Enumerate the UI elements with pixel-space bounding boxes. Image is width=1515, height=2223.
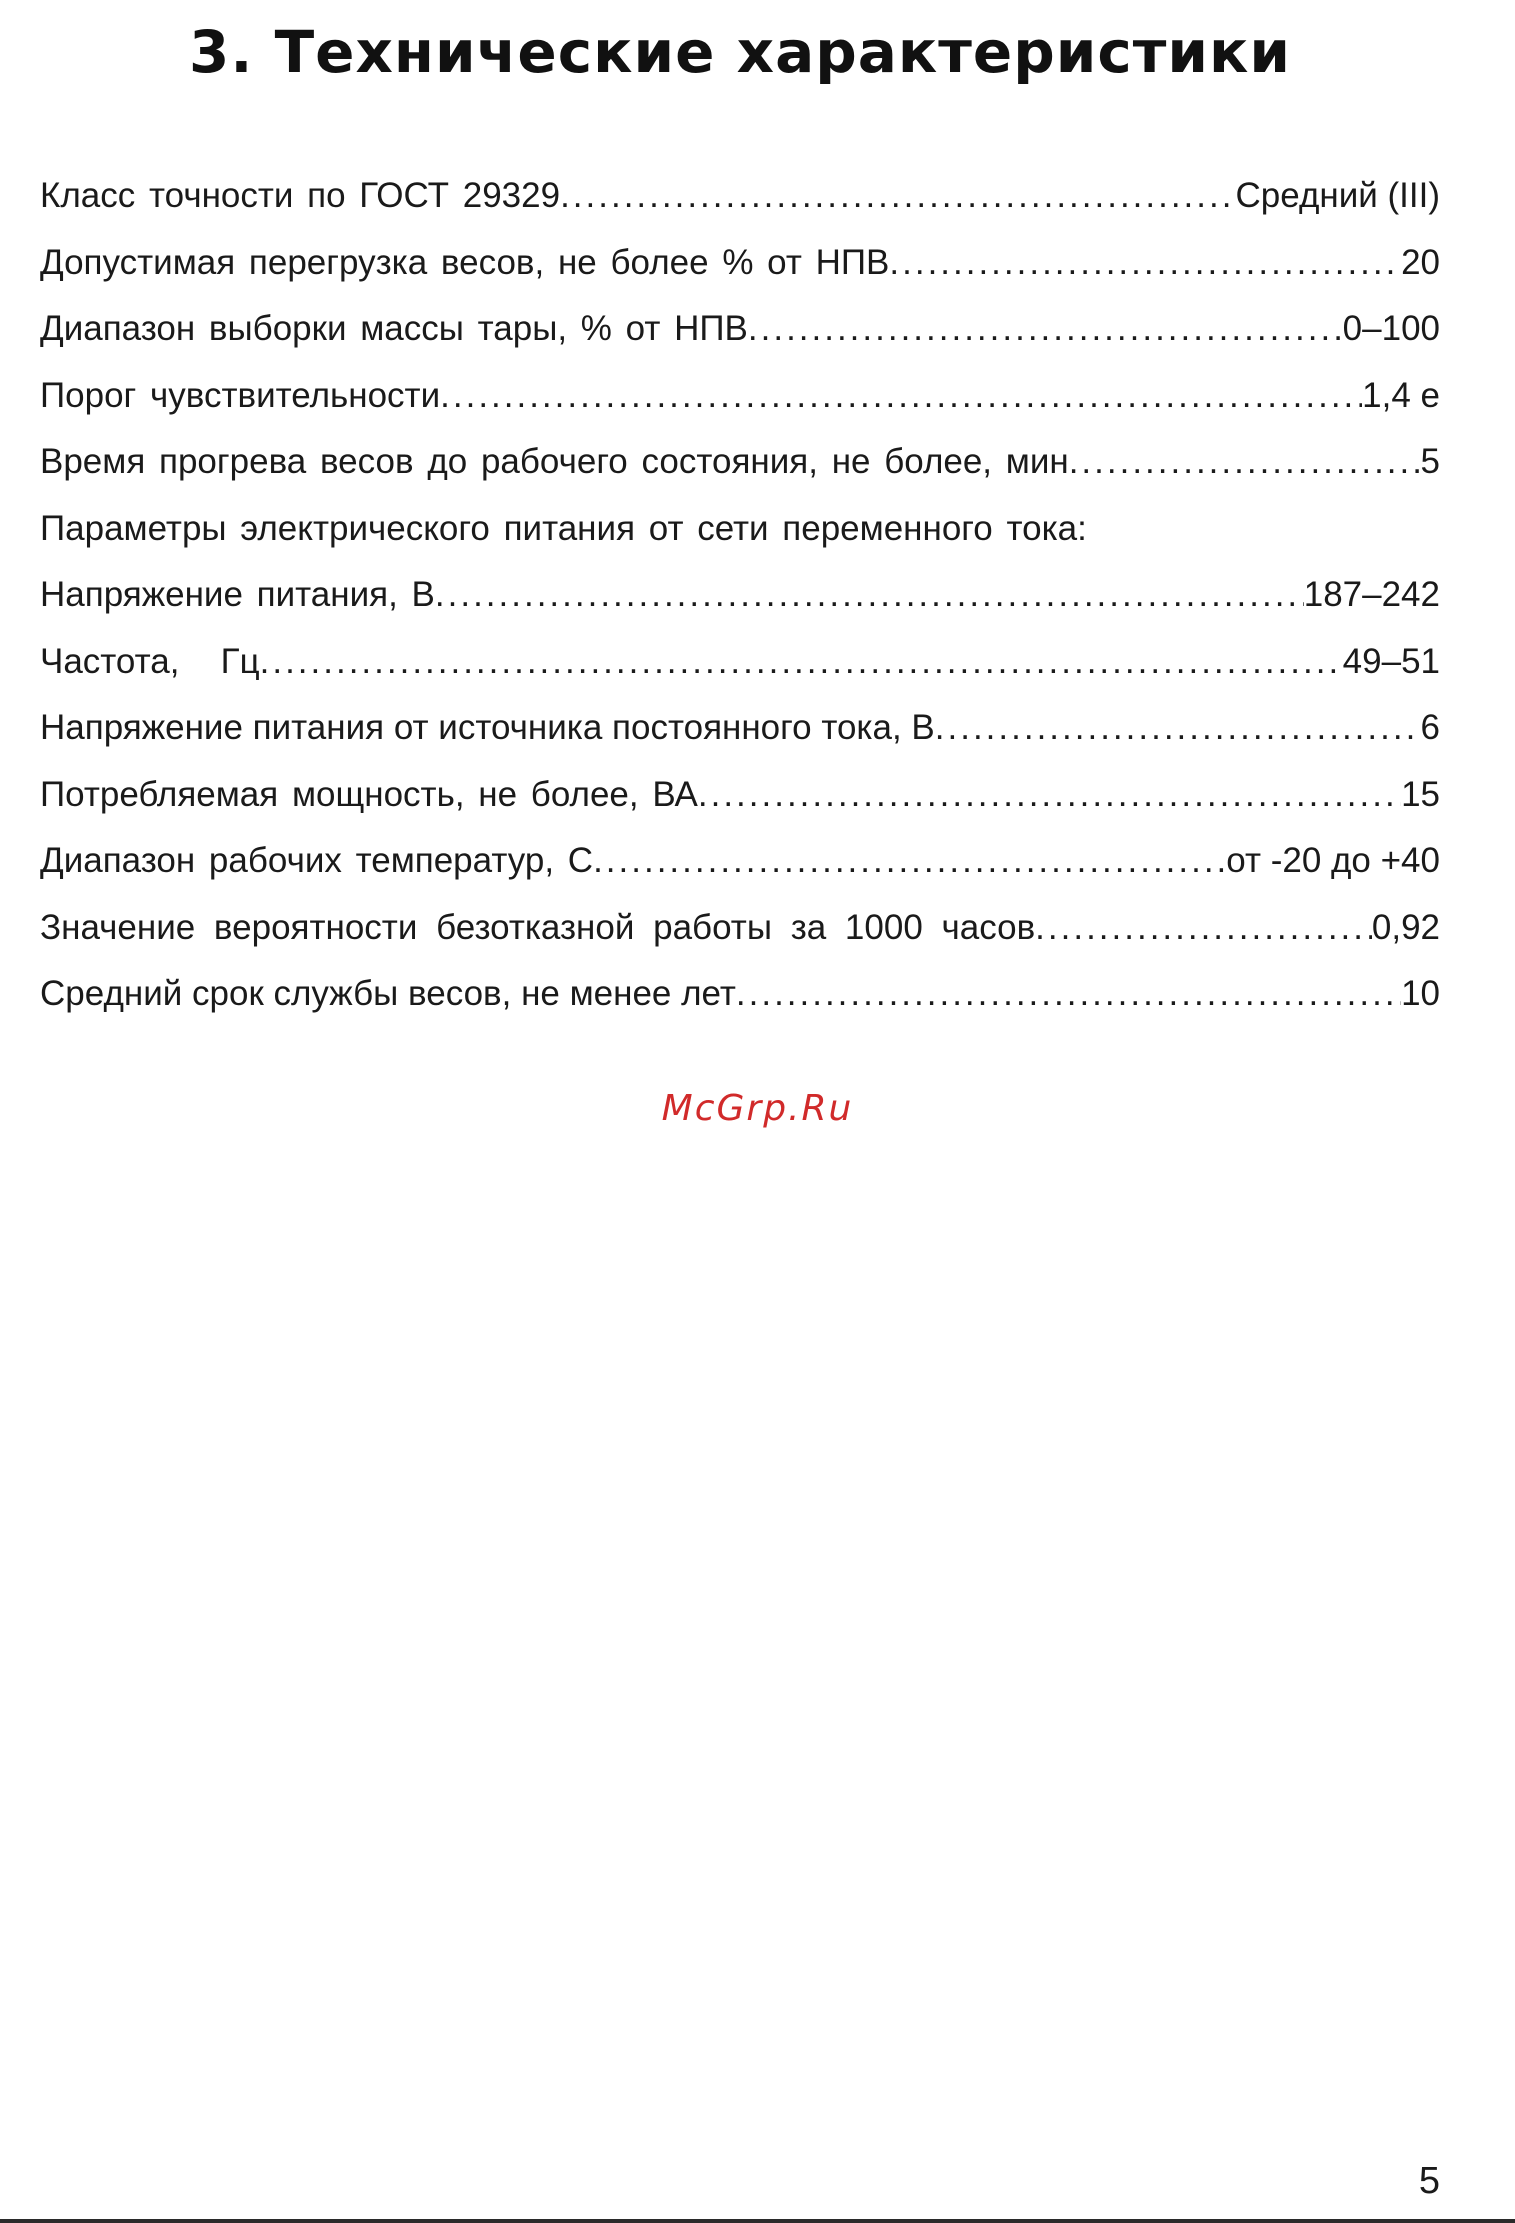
dot-leader bbox=[748, 296, 1343, 363]
specifications-list bbox=[40, 163, 1440, 1028]
spec-value: 0,92 bbox=[1371, 907, 1440, 947]
spec-value: Средний (III) bbox=[1235, 176, 1440, 215]
spec-row-tare-range bbox=[40, 296, 1440, 363]
spec-label: Частота, Гц bbox=[40, 641, 260, 681]
spec-value: 187–242 bbox=[1303, 575, 1440, 614]
spec-row-dc-voltage bbox=[40, 695, 1440, 762]
bottom-rule bbox=[0, 2219, 1515, 2223]
spec-label: Средний срок службы весов, не менее лет bbox=[40, 974, 736, 1013]
spec-value: 15 bbox=[1401, 774, 1440, 814]
spec-value: 10 bbox=[1401, 974, 1440, 1013]
spec-label: Допустимая перегрузка весов, не более % от НПВ bbox=[40, 242, 890, 282]
spec-label: Параметры электрического питания от сети переменного тока: bbox=[40, 508, 1087, 548]
dot-leader bbox=[935, 695, 1421, 762]
spec-value: 49–51 bbox=[1342, 641, 1440, 681]
page-number: 5 bbox=[1418, 2160, 1440, 2202]
dot-leader bbox=[698, 762, 1401, 829]
spec-label: Напряжение питания от источника постоянного тока, В bbox=[40, 708, 935, 747]
spec-value: 0–100 bbox=[1342, 309, 1440, 348]
spec-value: 20 bbox=[1401, 242, 1440, 282]
dot-leader bbox=[1035, 895, 1372, 962]
spec-value: 6 bbox=[1420, 708, 1440, 747]
spec-row-frequency bbox=[40, 629, 1440, 696]
spec-row-power-params-heading bbox=[40, 496, 1440, 563]
dot-leader bbox=[736, 961, 1401, 1028]
spec-label: Напряжение питания, В bbox=[40, 575, 435, 614]
dot-leader bbox=[435, 562, 1304, 629]
spec-label: Диапазон выборки массы тары, % от НПВ bbox=[40, 309, 748, 348]
dot-leader bbox=[440, 363, 1362, 430]
dot-leader bbox=[593, 828, 1226, 895]
spec-value: 5 bbox=[1420, 442, 1440, 481]
spec-row-reliability bbox=[40, 895, 1440, 962]
spec-label: Значение вероятности безотказной работы за 1000 часов bbox=[40, 907, 1036, 947]
dot-leader bbox=[260, 629, 1343, 696]
spec-row-supply-voltage bbox=[40, 562, 1440, 629]
dot-leader bbox=[560, 163, 1235, 230]
spec-label: Порог чувствительности bbox=[40, 375, 441, 415]
dot-leader bbox=[889, 230, 1401, 297]
watermark: McGrp.Ru bbox=[661, 1088, 854, 1129]
spec-row-accuracy-class bbox=[40, 163, 1440, 230]
spec-row-service-life bbox=[40, 961, 1440, 1028]
page-title: 3. Технические характеристики bbox=[189, 18, 1291, 86]
spec-label: Класс точности по ГОСТ 29329 bbox=[40, 176, 561, 215]
spec-value: от -20 до +40 bbox=[1226, 841, 1440, 880]
spec-row-sensitivity bbox=[40, 363, 1440, 430]
spec-value: 1,4 е bbox=[1362, 375, 1440, 415]
spec-label: Время прогрева весов до рабочего состояния, не более, мин bbox=[40, 442, 1069, 481]
spec-row-warmup-time bbox=[40, 429, 1440, 496]
spec-label: Диапазон рабочих температур, С bbox=[40, 841, 594, 880]
dot-leader bbox=[1069, 429, 1421, 496]
spec-label: Потребляемая мощность, не более, ВА bbox=[40, 774, 698, 814]
spec-row-operating-temperature bbox=[40, 828, 1440, 895]
spec-row-overload bbox=[40, 230, 1440, 297]
spec-row-power-consumption bbox=[40, 762, 1440, 829]
